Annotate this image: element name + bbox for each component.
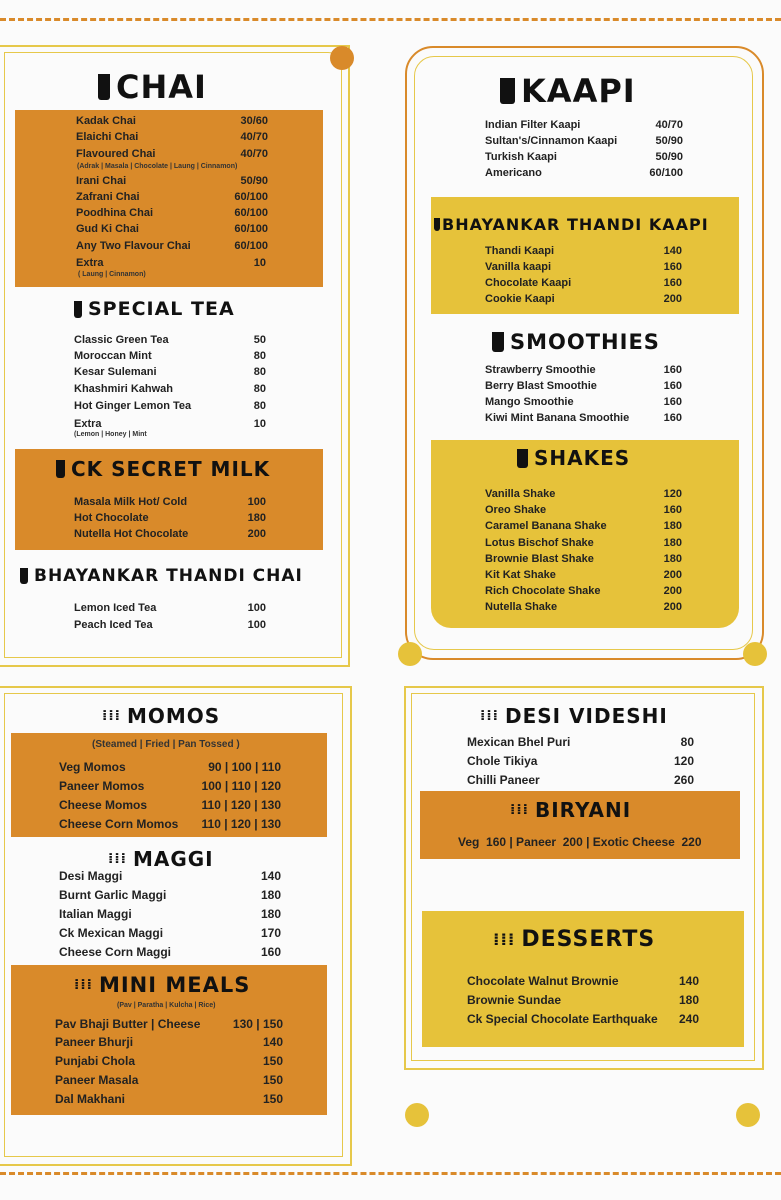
- item-name: Punjabi Chola: [55, 1054, 136, 1068]
- item-name: Cookie Kaapi: [485, 293, 555, 305]
- fork-knife-icon: ⁞⁞⁞: [108, 851, 127, 867]
- item-name: Paneer Momos: [59, 779, 145, 793]
- smoothies-item: [485, 396, 682, 408]
- shakes-item: [485, 553, 682, 565]
- item-name: Kesar Sulemani: [74, 366, 157, 378]
- kaapi-heading: [500, 72, 636, 110]
- momos-subtitle: (Steamed | Fried | Pan Tossed ): [92, 739, 240, 750]
- decor-dot: [330, 46, 354, 70]
- thandi-chai-item: [74, 602, 266, 614]
- chai-extra-note: ( Laung | Cinnamon): [78, 271, 146, 278]
- chai-item: [76, 191, 268, 203]
- mini-meals-subtitle: (Pav | Paratha | Kulcha | Rice): [117, 1002, 216, 1009]
- item-price: 200: [663, 569, 682, 581]
- item-price: 100 | 110 | 120: [201, 779, 281, 793]
- cup-icon: [434, 218, 440, 231]
- item-price: 260: [673, 773, 694, 787]
- item-price: 240: [678, 1012, 699, 1026]
- momos-item: [59, 760, 281, 774]
- maggi-title: MAGGI: [132, 847, 214, 871]
- item-price: 160: [663, 412, 682, 424]
- item-price: 50/90: [655, 151, 683, 163]
- secret-milk-item: [74, 496, 266, 508]
- item-name: Flavoured Chai: [76, 148, 156, 160]
- secret-milk-item: [74, 512, 266, 524]
- item-price: 110 | 120 | 130: [201, 798, 281, 812]
- cup-icon: [500, 78, 515, 104]
- item-price: 100: [247, 496, 266, 508]
- smoothies-item: [485, 412, 682, 424]
- maggi-item: [59, 869, 281, 883]
- decor-dot: [405, 1103, 429, 1127]
- special-tea-item: [74, 334, 266, 346]
- item-price: 140: [260, 869, 281, 883]
- fork-knife-icon: ⁞⁞⁞: [102, 708, 121, 724]
- desi-videshi-item: [467, 754, 694, 768]
- item-name: Hot Chocolate: [74, 512, 149, 524]
- maggi-item: [59, 926, 281, 940]
- maggi-item: [59, 907, 281, 921]
- desserts-title: DESSERTS: [521, 927, 656, 952]
- item-price: 170: [260, 926, 281, 940]
- thandi-kaapi-title: BHAYANKAR THANDI KAAPI: [442, 215, 709, 234]
- decor-dot: [743, 642, 767, 666]
- thandi-kaapi-item: [485, 293, 682, 305]
- item-name: Mango Smoothie: [485, 396, 574, 408]
- momos-item: [59, 817, 281, 831]
- item-name: Brownie Blast Shake: [485, 553, 594, 565]
- item-name: Kit Kat Shake: [485, 569, 556, 581]
- item-price: 200: [663, 601, 682, 613]
- fork-knife-icon: ⁞⁞⁞: [480, 708, 499, 724]
- secret-milk-item: [74, 528, 266, 540]
- desi-videshi-item: [467, 773, 694, 787]
- item-price: 120: [673, 754, 694, 768]
- special-tea-item: [74, 350, 266, 362]
- cup-icon: [56, 460, 65, 478]
- desserts-item: [467, 1012, 699, 1026]
- special-tea-item: [74, 400, 266, 412]
- special-tea-item: [74, 418, 266, 430]
- item-price: 60/100: [649, 167, 683, 179]
- thandi-kaapi-item: [485, 277, 682, 289]
- special-tea-extra-note: (Lemon | Honey | Mint: [74, 431, 147, 438]
- chai-item: [76, 240, 268, 252]
- item-price: 180: [678, 993, 699, 1007]
- item-price: 160: [663, 261, 682, 273]
- item-name: Nutella Shake: [485, 601, 558, 613]
- desserts-item: [467, 993, 699, 1007]
- thandi-kaapi-item: [485, 245, 682, 257]
- item-price: 80: [253, 383, 266, 395]
- item-name: Moroccan Mint: [74, 350, 152, 362]
- item-name: Pav Bhaji Butter | Cheese: [55, 1017, 201, 1031]
- item-name: Gud Ki Chai: [76, 223, 139, 235]
- fork-knife-icon: ⁞⁞⁞: [493, 929, 516, 950]
- smoothies-item: [485, 364, 682, 376]
- item-price: 50: [253, 334, 266, 346]
- item-price: 40/70: [240, 148, 268, 160]
- biryani-prices: Veg 160 | Paneer 200 | Exotic Cheese 220: [458, 835, 702, 849]
- decor-dot: [736, 1103, 760, 1127]
- item-name: Cheese Corn Momos: [59, 817, 179, 831]
- item-price: 180: [260, 888, 281, 902]
- item-price: 180: [247, 512, 266, 524]
- item-name: Sultan's/Cinnamon Kaapi: [485, 135, 618, 147]
- mini-meals-item: [55, 1035, 283, 1049]
- secret-milk-heading: [56, 457, 270, 481]
- item-name: Thandi Kaapi: [485, 245, 555, 257]
- item-name: Vanilla kaapi: [485, 261, 552, 273]
- kaapi-item: [485, 167, 683, 179]
- bottom-dashed-border: [0, 1172, 781, 1175]
- momos-title: MOMOS: [126, 704, 221, 728]
- item-name: Desi Maggi: [59, 869, 123, 883]
- item-name: Mexican Bhel Puri: [467, 735, 571, 749]
- momos-heading: [102, 704, 220, 728]
- item-name: Ck Special Chocolate Earthquake: [467, 1012, 658, 1026]
- item-name: Paneer Bhurji: [55, 1035, 134, 1049]
- special-tea-item: [74, 383, 266, 395]
- item-name: Kadak Chai: [76, 115, 136, 127]
- shakes-item: [485, 520, 682, 532]
- kaapi-item: [485, 135, 683, 147]
- item-price: 10: [253, 257, 266, 269]
- item-price: 110 | 120 | 130: [201, 817, 281, 831]
- item-price: 60/100: [234, 223, 268, 235]
- item-name: Elaichi Chai: [76, 131, 139, 143]
- item-name: Turkish Kaapi: [485, 151, 557, 163]
- item-price: 80: [253, 350, 266, 362]
- item-name: Masala Milk Hot/ Cold: [74, 496, 188, 508]
- fork-knife-icon: ⁞⁞⁞: [510, 802, 529, 818]
- chai-item: [76, 175, 268, 187]
- item-price: 40/70: [655, 119, 683, 131]
- item-name: Strawberry Smoothie: [485, 364, 596, 376]
- item-price: 50/90: [655, 135, 683, 147]
- item-name: Chilli Paneer: [467, 773, 540, 787]
- item-price: 150: [262, 1092, 283, 1106]
- chai-heading: [98, 68, 207, 106]
- item-price: 80: [680, 735, 694, 749]
- cup-icon: [98, 74, 110, 100]
- item-price: 10: [253, 418, 266, 430]
- item-name: Irani Chai: [76, 175, 127, 187]
- desserts-item: [467, 974, 699, 988]
- item-name: Poodhina Chai: [76, 207, 153, 219]
- fork-knife-icon: ⁞⁞⁞: [74, 977, 93, 993]
- special-tea-heading: [74, 298, 235, 320]
- kaapi-title: KAAPI: [521, 72, 636, 110]
- mini-meals-title: MINI MEALS: [98, 973, 251, 997]
- item-price: 100: [247, 602, 266, 614]
- shakes-item: [485, 504, 682, 516]
- cup-icon: [517, 449, 528, 468]
- desserts-heading: [493, 927, 655, 952]
- shakes-item: [485, 585, 682, 597]
- special-tea-item: [74, 366, 266, 378]
- mini-meals-item: [55, 1017, 283, 1031]
- chai-title: CHAI: [116, 68, 207, 106]
- item-name: Ck Mexican Maggi: [59, 926, 164, 940]
- smoothies-heading: [492, 330, 660, 354]
- item-price: 100: [247, 619, 266, 631]
- thandi-kaapi-heading: [434, 215, 709, 234]
- shakes-item: [485, 569, 682, 581]
- item-price: 60/100: [234, 191, 268, 203]
- item-price: 50/90: [240, 175, 268, 187]
- item-price: 160: [663, 504, 682, 516]
- item-price: 40/70: [240, 131, 268, 143]
- item-price: 80: [253, 400, 266, 412]
- item-price: 140: [663, 245, 682, 257]
- thandi-chai-item: [74, 619, 266, 631]
- item-price: 60/100: [234, 240, 268, 252]
- kaapi-item: [485, 119, 683, 131]
- shakes-item: [485, 601, 682, 613]
- item-name: Lemon Iced Tea: [74, 602, 157, 614]
- item-name: Peach Iced Tea: [74, 619, 153, 631]
- item-name: Chocolate Kaapi: [485, 277, 572, 289]
- item-name: Extra: [74, 418, 102, 430]
- item-name: Veg Momos: [59, 760, 126, 774]
- item-price: 80: [253, 366, 266, 378]
- mini-meals-heading: [74, 973, 250, 997]
- item-price: 60/100: [234, 207, 268, 219]
- item-price: 120: [663, 488, 682, 500]
- maggi-item: [59, 945, 281, 959]
- item-price: 160: [260, 945, 281, 959]
- item-name: Cheese Momos: [59, 798, 148, 812]
- desi-videshi-title: DESI VIDESHI: [504, 704, 668, 728]
- smoothies-title: SMOOTHIES: [510, 330, 660, 354]
- item-price: 180: [260, 907, 281, 921]
- item-name: Khashmiri Kahwah: [74, 383, 174, 395]
- item-price: 160: [663, 380, 682, 392]
- chai-item: [76, 207, 268, 219]
- item-price: 150: [262, 1054, 283, 1068]
- item-name: Burnt Garlic Maggi: [59, 888, 167, 902]
- decor-dot: [398, 642, 422, 666]
- item-price: 150: [262, 1073, 283, 1087]
- item-name: Dal Makhani: [55, 1092, 126, 1106]
- chai-item: [76, 223, 268, 235]
- item-name: Hot Ginger Lemon Tea: [74, 400, 192, 412]
- thandi-kaapi-item: [485, 261, 682, 273]
- biryani-title: BIRYANI: [534, 798, 632, 822]
- maggi-item: [59, 888, 281, 902]
- momos-item: [59, 779, 281, 793]
- desi-videshi-heading: [480, 704, 668, 728]
- item-price: 90 | 100 | 110: [208, 760, 281, 774]
- shakes-title: SHAKES: [534, 446, 631, 470]
- item-price: 140: [678, 974, 699, 988]
- item-name: Any Two Flavour Chai: [76, 240, 191, 252]
- item-price: 200: [663, 293, 682, 305]
- item-price: 30/60: [240, 115, 268, 127]
- item-name: Extra: [76, 257, 104, 269]
- item-price: 180: [663, 537, 682, 549]
- desi-videshi-item: [467, 735, 694, 749]
- item-name: Chocolate Walnut Brownie: [467, 974, 619, 988]
- item-price: 200: [247, 528, 266, 540]
- item-name: Paneer Masala: [55, 1073, 139, 1087]
- item-name: Oreo Shake: [485, 504, 547, 516]
- biryani-heading: [510, 798, 631, 822]
- mini-meals-item: [55, 1073, 283, 1087]
- item-name: Vanilla Shake: [485, 488, 556, 500]
- chai-flavour-note: (Adrak | Masala | Chocolate | Laung | Cinnamon): [77, 163, 238, 170]
- item-name: Cheese Corn Maggi: [59, 945, 172, 959]
- top-dashed-border: [0, 18, 781, 21]
- kaapi-item: [485, 151, 683, 163]
- momos-item: [59, 798, 281, 812]
- secret-milk-title: CK SECRET MILK: [71, 457, 271, 481]
- chai-item: [76, 148, 268, 160]
- thandi-chai-heading: [20, 566, 303, 586]
- item-price: 160: [663, 364, 682, 376]
- item-name: Nutella Hot Chocolate: [74, 528, 189, 540]
- item-name: Kiwi Mint Banana Smoothie: [485, 412, 630, 424]
- item-price: 180: [663, 553, 682, 565]
- item-name: Italian Maggi: [59, 907, 132, 921]
- item-price: 200: [663, 585, 682, 597]
- cup-icon: [74, 301, 82, 318]
- item-price: 160: [663, 277, 682, 289]
- item-name: Rich Chocolate Shake: [485, 585, 601, 597]
- shakes-item: [485, 488, 682, 500]
- item-name: Classic Green Tea: [74, 334, 169, 346]
- item-name: Indian Filter Kaapi: [485, 119, 581, 131]
- item-price: 160: [663, 396, 682, 408]
- mini-meals-item: [55, 1054, 283, 1068]
- item-name: Zafrani Chai: [76, 191, 140, 203]
- thandi-chai-title: BHAYANKAR THANDI CHAI: [34, 566, 303, 586]
- shakes-heading: [517, 446, 630, 470]
- item-name: Brownie Sundae: [467, 993, 562, 1007]
- item-name: Caramel Banana Shake: [485, 520, 607, 532]
- mini-meals-item: [55, 1092, 283, 1106]
- item-name: Lotus Bischof Shake: [485, 537, 594, 549]
- chai-item: [76, 115, 268, 127]
- cup-icon: [20, 568, 28, 584]
- chai-item: [76, 131, 268, 143]
- maggi-heading: [108, 847, 214, 871]
- special-tea-title: SPECIAL TEA: [88, 298, 235, 320]
- item-price: 130 | 150: [232, 1017, 283, 1031]
- item-price: 140: [262, 1035, 283, 1049]
- chai-item: [76, 257, 266, 269]
- item-price: 180: [663, 520, 682, 532]
- item-name: Berry Blast Smoothie: [485, 380, 597, 392]
- smoothies-item: [485, 380, 682, 392]
- cup-icon: [492, 332, 504, 352]
- item-name: Chole Tikiya: [467, 754, 538, 768]
- item-name: Americano: [485, 167, 542, 179]
- shakes-item: [485, 537, 682, 549]
